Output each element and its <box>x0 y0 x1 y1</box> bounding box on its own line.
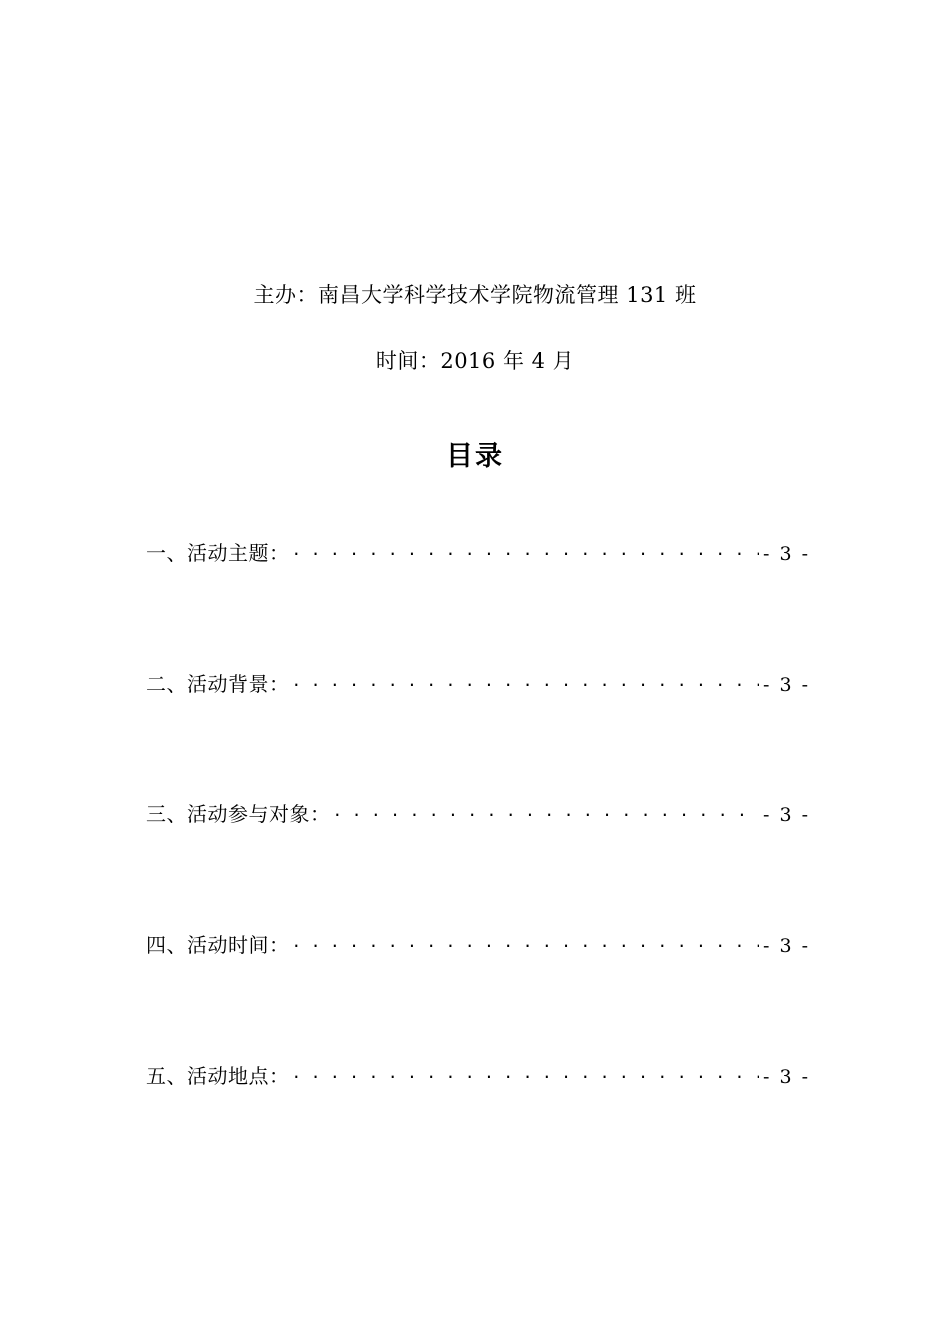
toc-entry-label: 四、活动时间： <box>146 933 290 957</box>
toc-dot-leader <box>292 932 759 952</box>
toc-title: 目录 <box>446 441 504 472</box>
toc-page-number: - 3 - <box>762 543 810 565</box>
toc-dot-leader <box>333 801 759 821</box>
toc-dot-leader <box>292 671 759 691</box>
toc-page-number: - 3 - <box>762 1066 810 1088</box>
toc-entry-label: 五、活动地点： <box>146 1064 290 1088</box>
organizer-line: 主办：南昌大学科学技术学院物流管理 131 班 <box>253 283 697 307</box>
date-line: 时间：2016 年 4 月 <box>375 349 575 373</box>
toc-dot-leader <box>292 540 759 560</box>
toc-entry-location[interactable] <box>146 1060 810 1090</box>
toc-page-number: - 3 - <box>762 935 810 957</box>
toc-entry-background[interactable] <box>146 668 810 698</box>
toc-page-number: - 3 - <box>762 804 810 826</box>
toc-entry-theme[interactable] <box>146 537 810 567</box>
toc-entry-label: 一、活动主题： <box>146 541 290 565</box>
toc-dot-leader <box>292 1063 759 1083</box>
toc-entry-label: 二、活动背景： <box>146 672 290 696</box>
toc-entry-label: 三、活动参与对象： <box>146 802 331 826</box>
toc-entry-participants[interactable] <box>146 798 810 828</box>
toc-entry-time[interactable] <box>146 929 810 959</box>
toc-page-number: - 3 - <box>762 674 810 696</box>
